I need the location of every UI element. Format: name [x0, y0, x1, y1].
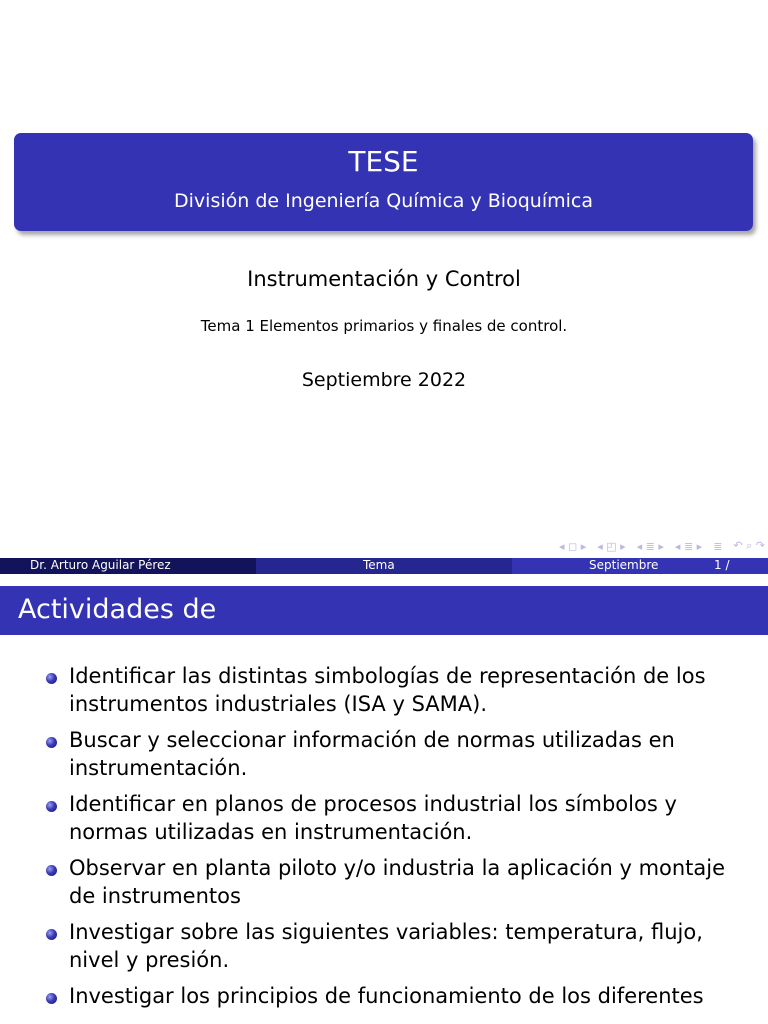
topic-line: Tema 1 Elementos primarios y finales de control. [200, 317, 568, 335]
list-item-text: Observar en planta piloto y/o industria la aplicación y montaje de instrumentos [69, 856, 726, 908]
list-item [0, 854, 768, 910]
nav-section-icon[interactable]: ◂ ≣ ▸ [636, 539, 664, 553]
bullet-ball-icon [46, 865, 57, 876]
footer-date: Septiembre [589, 558, 659, 572]
presentation-date: Septiembre 2022 [301, 369, 467, 391]
frame-title: Actividades de [18, 594, 217, 625]
frame-title-bar [0, 586, 768, 635]
list-item-text: Investigar los principios de funcionamiento de los diferentes [69, 984, 704, 1008]
nav-toc-icon[interactable]: ≣ [713, 539, 723, 553]
footer-short-title: Tema [363, 558, 395, 572]
bullet-ball-icon [46, 993, 57, 1004]
footer-title-box [256, 558, 512, 574]
nav-subsection-icon[interactable]: ◂ ◰ ▸ [597, 539, 626, 553]
bullet-ball-icon [46, 929, 57, 940]
footer-date-box [512, 558, 768, 574]
bullet-ball-icon [46, 673, 57, 684]
list-item-text: Identificar las distintas simbologías de representación de los instrumentos industriales (ISA y SAMA). [69, 664, 706, 716]
list-item-text: Identificar en planos de procesos industrial los símbolos y normas utilizadas en instrumentación. [69, 792, 677, 844]
list-item [0, 790, 768, 846]
list-item [0, 918, 768, 974]
list-item [0, 662, 768, 718]
nav-search-icon[interactable]: ↶ ⌕ ↷ [733, 539, 765, 552]
bullet-ball-icon [46, 801, 57, 812]
footer-page-number: 1 / [714, 558, 730, 572]
footer-author-box [0, 558, 256, 574]
title-block [14, 133, 753, 231]
list-item [0, 982, 768, 1010]
list-item-text: Buscar y seleccionar información de normas utilizadas en instrumentación. [69, 728, 675, 780]
bullet-ball-icon [46, 737, 57, 748]
nav-section-icon-2[interactable]: ◂ ≣ ▸ [674, 539, 703, 553]
course-name: Instrumentación y Control [247, 267, 521, 291]
division-subtitle: División de Ingeniería Química y Bioquímica [174, 190, 593, 212]
beamer-navigation-bar [490, 537, 765, 555]
activities-list [0, 662, 768, 1024]
list-item [0, 726, 768, 782]
footline [0, 558, 768, 574]
footer-author: Dr. Arturo Aguilar Pérez [30, 558, 171, 572]
list-item-text: Investigar sobre las siguientes variables: temperatura, flujo, nivel y presión. [69, 920, 703, 972]
nav-frame-icon[interactable]: ◂ ◻ ▸ [559, 539, 587, 553]
institution-title: TESE [348, 145, 419, 178]
